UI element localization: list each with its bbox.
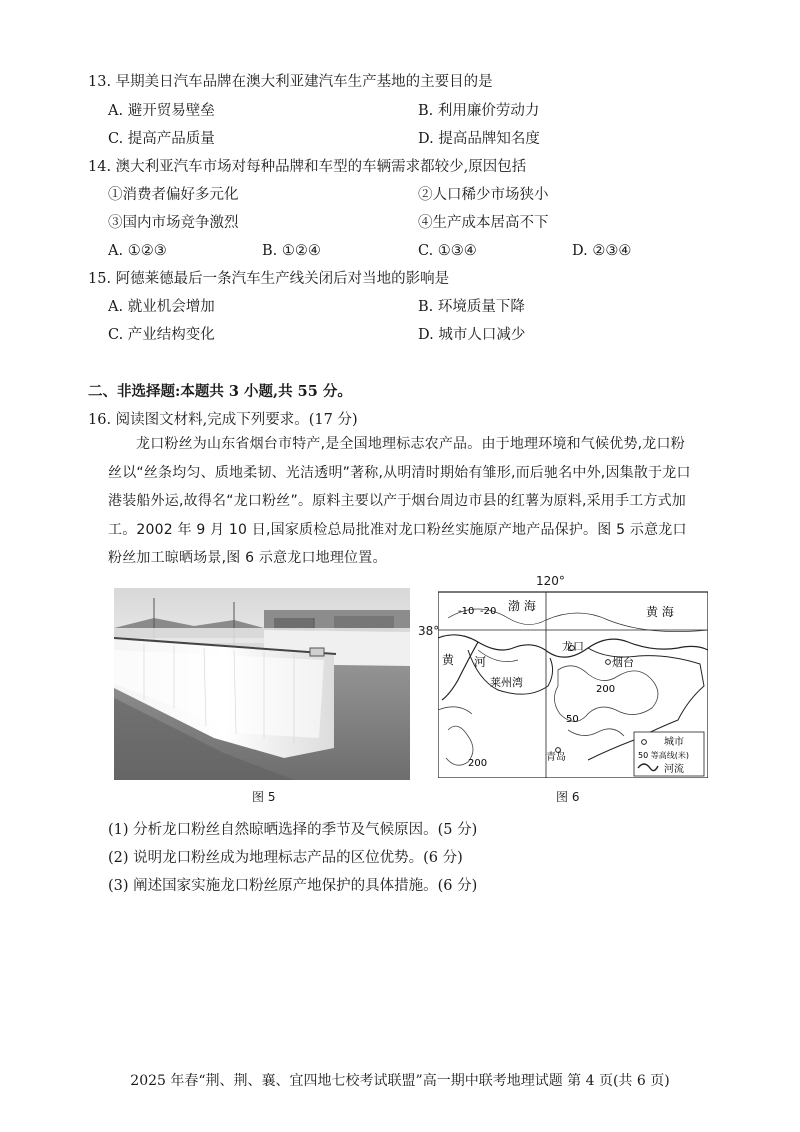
fig5-caption: 图 5 (252, 790, 276, 804)
q14-option-b: B. ①②④ (262, 243, 321, 259)
legend-river-label: 河流 (664, 764, 684, 775)
q16-stem: 16. 阅读图文材料,完成下列要求。(17 分) (88, 412, 358, 428)
page-footer: 2025 年春“荆、荆、襄、宜四地七校考试联盟”高一期中联考地理试题 第 4 页(共 6 页) (130, 1073, 670, 1089)
q15-stem: 15. 阿德莱德最后一条汽车生产线关闭后对当地的影响是 (88, 271, 450, 287)
huanghe-label-1: 黄 (442, 653, 455, 667)
q16-passage: 龙口粉丝为山东省烟台市特产,是全国地理标志农产品。由于地理环境和气候优势,龙口粉丝以“丝条均匀、质地柔韧、光洁透明”著称,从明清时期始有雏形,而后驰名中外,因集散于龙口港装船外运,故得名“龙口粉丝”。原料主要以产于烟台周边市县的红薯为原料,采用手工方式加工。2002 年 9 月 10 日,国家质检总局批准对龙口粉丝实施原产地产品保护。图 5 示意龙口粉丝加工晾晒场景,图 6 示意龙口地理位置。 (108, 436, 691, 566)
q14-statement-4: ④生产成本居高不下 (418, 215, 549, 231)
q14-statement-2: ②人口稀少市场狭小 (418, 187, 549, 203)
q14-statement-1: ①消费者偏好多元化 (108, 187, 239, 203)
longkou-label: 龙口 (562, 640, 584, 653)
fig6-caption: 图 6 (556, 790, 580, 804)
elevation-200-label: 200 (596, 684, 616, 695)
q13-option-b: B. 利用廉价劳动力 (418, 103, 540, 119)
vermicelli-drying-photo (114, 588, 410, 780)
yantai-label: 烟台 (612, 656, 634, 669)
longkou-location-map (438, 590, 708, 778)
section-title: 二、非选择题:本题共 3 小题,共 55 分。 (88, 383, 352, 400)
laizhouwan-label: 莱州湾 (490, 676, 523, 689)
longitude-label: 120° (536, 574, 565, 588)
q14-option-c: C. ①③④ (418, 243, 477, 259)
q14-option-d: D. ②③④ (572, 243, 632, 259)
q14-option-a: A. ①②③ (108, 243, 167, 259)
contour-label-20: -20 (480, 606, 497, 617)
legend-city-label: 城市 (664, 737, 684, 748)
q15-option-b: B. 环境质量下降 (418, 299, 525, 315)
q13-option-a: A. 避开贸易壁垒 (108, 103, 215, 119)
q15-option-a: A. 就业机会增加 (108, 299, 215, 315)
q15-option-d: D. 城市人口减少 (418, 327, 526, 343)
q16-sub2: (2) 说明龙口粉丝成为地理标志产品的区位优势。(6 分) (108, 850, 463, 866)
contour-label-10: -10 (458, 606, 475, 617)
elevation-50-label: 50 (566, 714, 579, 725)
q15-option-c: C. 产业结构变化 (108, 327, 215, 343)
huanghai-label: 黄 海 (646, 605, 674, 619)
q13-option-c: C. 提高产品质量 (108, 131, 215, 147)
elevation-200b-label: 200 (468, 758, 488, 769)
q14-statement-3: ③国内市场竞争激烈 (108, 215, 239, 231)
q16-sub1: (1) 分析龙口粉丝自然晾晒选择的季节及气候原因。(5 分) (108, 822, 478, 838)
q13-option-d: D. 提高品牌知名度 (418, 131, 540, 147)
qingdao-label: 青岛 (546, 752, 566, 763)
huanghe-label-2: 河 (474, 655, 487, 669)
q16-sub3: (3) 阐述国家实施龙口粉丝原产地保护的具体措施。(6 分) (108, 878, 478, 894)
q14-stem: 14. 澳大利亚汽车市场对每种品牌和车型的车辆需求都较少,原因包括 (88, 159, 527, 175)
latitude-label: 38° (418, 624, 440, 638)
legend-contour-label: 50 等高线(米) (638, 751, 689, 760)
q13-stem: 13. 早期美日汽车品牌在澳大利亚建汽车生产基地的主要目的是 (88, 74, 493, 90)
bohai-label: 渤 海 (508, 599, 536, 613)
